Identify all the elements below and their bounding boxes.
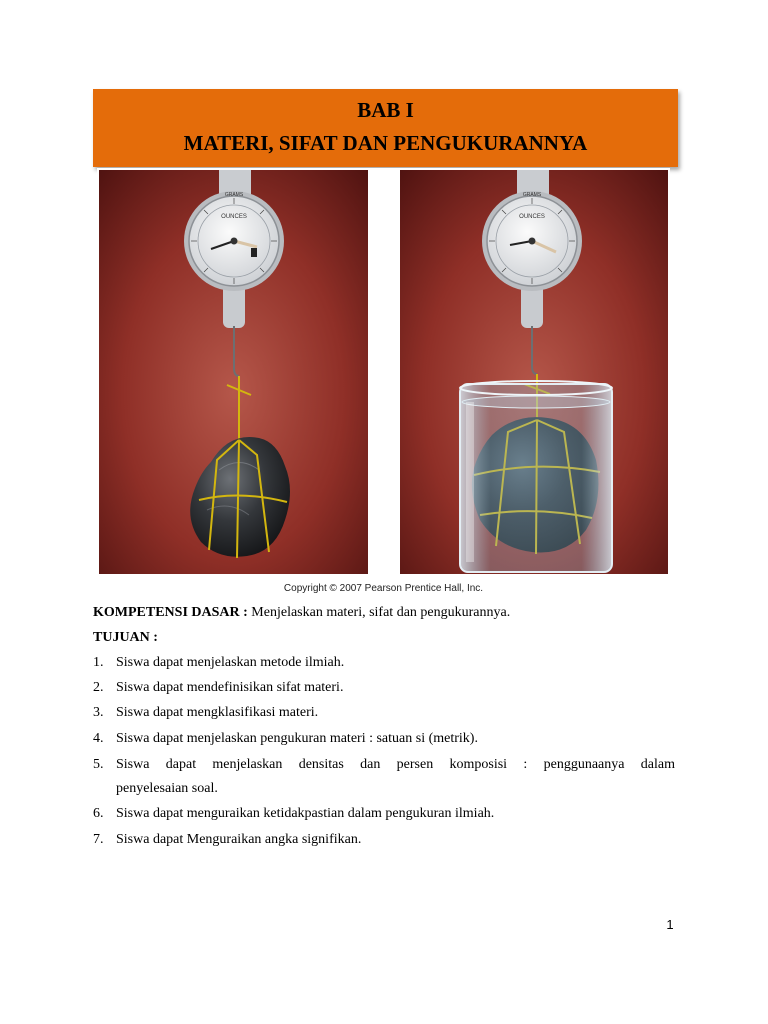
figure-spring-scale <box>97 168 670 600</box>
chapter-title: MATERI, SIFAT DAN PENGUKURANNYA <box>183 131 588 155</box>
kompetensi-dasar <box>93 605 675 621</box>
scale-ounces-label: OUNCES <box>519 214 545 220</box>
photo-rock-in-air <box>99 170 368 574</box>
tujuan-heading: TUJUAN : <box>93 630 158 645</box>
scale-ounces-label: OUNCES <box>221 214 247 220</box>
figure-copyright: Copyright © 2007 Pearson Prentice Hall, Inc. <box>283 583 484 594</box>
kompetensi-text: Menjelaskan materi, sifat dan pengukurannya. <box>247 605 511 620</box>
scale-grams-label: GRAMS <box>522 192 542 198</box>
chapter-banner <box>93 89 678 167</box>
chapter-number: BAB I <box>357 98 414 122</box>
page-number: 1 <box>666 917 674 932</box>
scale-grams-label: GRAMS <box>224 192 244 198</box>
kompetensi-label: KOMPETENSI DASAR : <box>93 605 248 620</box>
photo-rock-in-water <box>400 170 668 574</box>
